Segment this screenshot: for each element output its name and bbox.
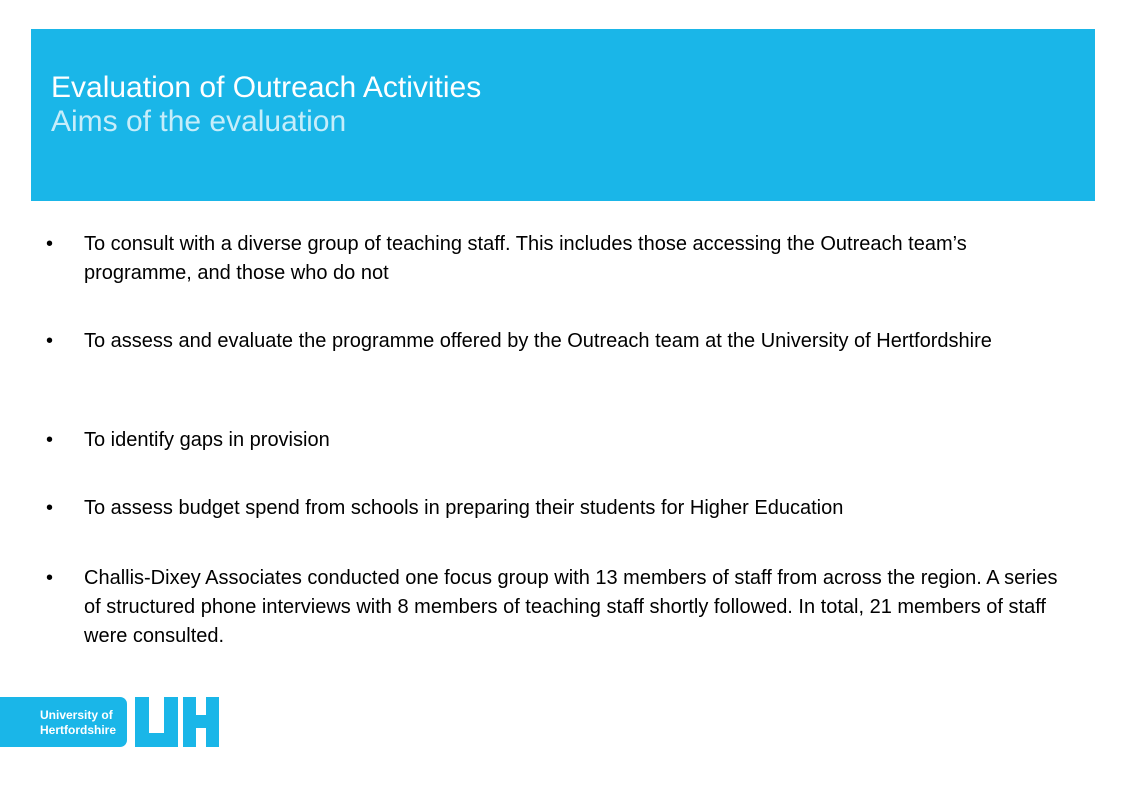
bullet-marker: • (46, 330, 54, 352)
logo-h-mark (183, 697, 219, 747)
university-logo (0, 697, 222, 747)
logo-u-mark (135, 697, 178, 747)
slide-title: Evaluation of Outreach Activities (51, 71, 482, 104)
bullet-text: Challis-Dixey Associates conducted one focus group with 13 members of staff from across the region. A series of structured phone interviews with 8 members of teaching staff shortly followed. In total, 21 members of staff were consulted. (84, 567, 1058, 647)
bullet-marker: • (46, 567, 54, 589)
logo-line-1: University of (40, 708, 113, 722)
bullet-item (46, 426, 1074, 455)
bullet-marker: • (46, 497, 54, 519)
bullet-text: To identify gaps in provision (84, 429, 330, 451)
bullet-text: To consult with a diverse group of teaching staff. This includes those accessing the Outreach team’s programme, and those who do not (84, 233, 967, 284)
logo-line-2: Hertfordshire (40, 723, 117, 737)
bullet-text: To assess budget spend from schools in preparing their students for Higher Education (84, 497, 844, 519)
bullet-marker: • (46, 429, 54, 451)
bullet-item (46, 327, 1074, 356)
logo-name-tab (0, 697, 127, 747)
bullet-marker: • (46, 233, 54, 255)
bullet-item (46, 564, 1074, 651)
bullet-text: To assess and evaluate the programme offered by the Outreach team at the University of Hertfordshire (84, 330, 992, 352)
slide-subtitle: Aims of the evaluation (51, 105, 347, 138)
bullet-item (46, 494, 1074, 523)
bullet-item (46, 230, 1074, 288)
